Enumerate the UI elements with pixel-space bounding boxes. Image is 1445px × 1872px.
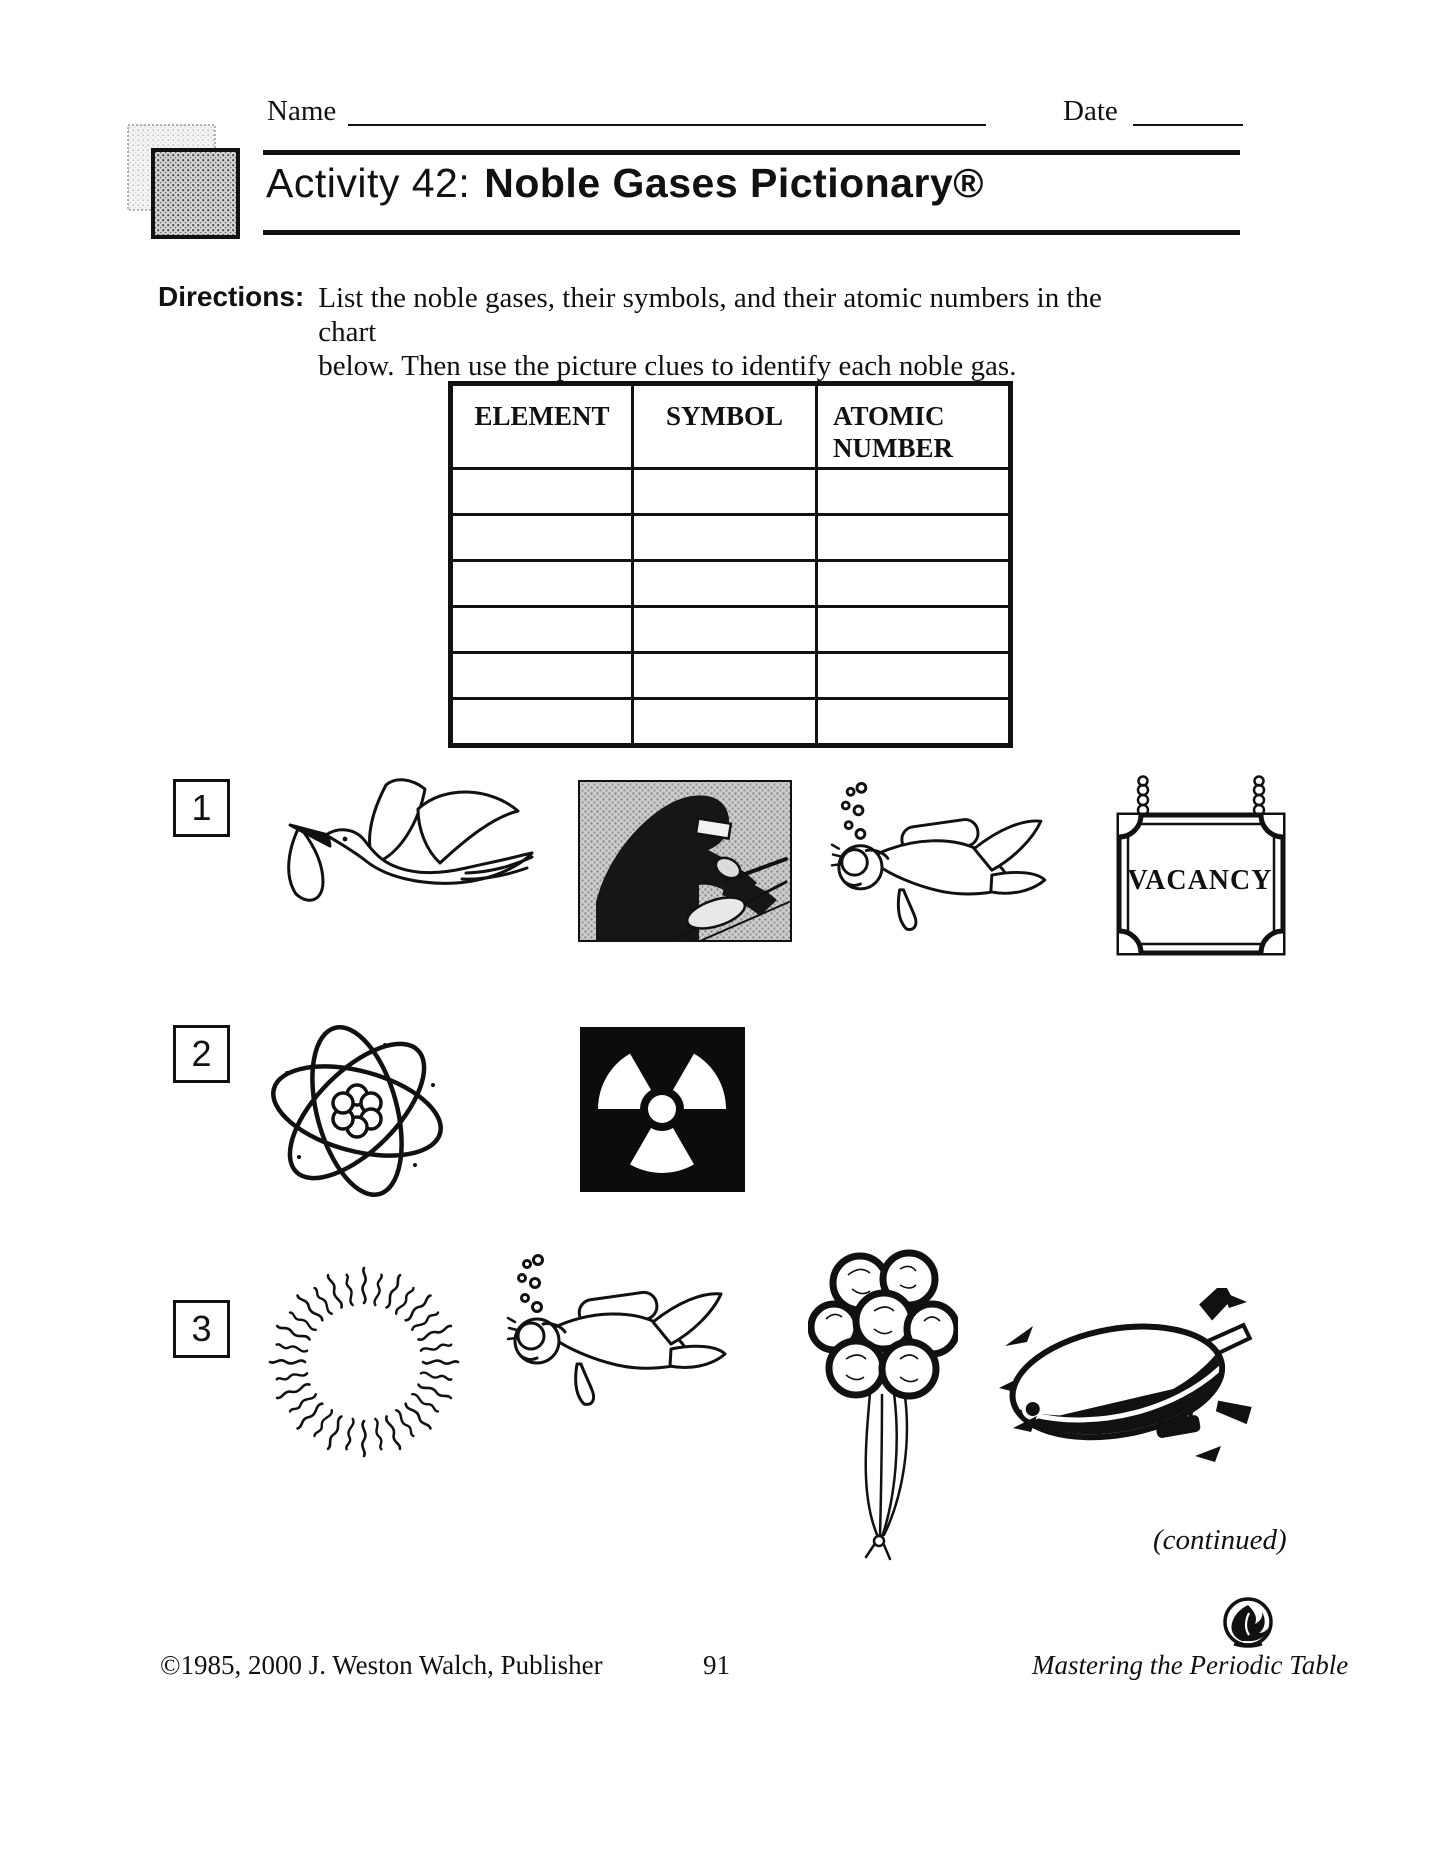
table-cell	[633, 469, 817, 515]
table-row	[451, 653, 1011, 699]
table-cell	[817, 607, 1011, 653]
activity-title: Noble Gases Pictionary®	[484, 160, 984, 206]
table-cell	[817, 469, 1011, 515]
clue-number: 2	[191, 1033, 212, 1074]
table-cell	[633, 653, 817, 699]
table-header-row	[451, 384, 1011, 469]
table-row	[451, 469, 1011, 515]
clue-number: 1	[191, 787, 212, 828]
stork-icon	[268, 773, 538, 925]
publisher-flame-logo-icon	[1219, 1597, 1277, 1651]
table-cell	[817, 561, 1011, 607]
table-row	[451, 515, 1011, 561]
directions-text: List the noble gases, their symbols, and their atomic numbers in the chart below. Then use the picture clues to identify each noble gas.	[318, 282, 1102, 382]
directions-label: Directions:	[158, 281, 305, 312]
clue-number-box-3	[173, 1300, 230, 1358]
overlapping-squares-icon	[127, 124, 242, 241]
balloons-icon	[808, 1241, 958, 1563]
table-row	[451, 561, 1011, 607]
table-cell	[817, 699, 1011, 746]
scuba-diver-icon	[491, 1252, 731, 1407]
clue-number-box-2	[173, 1025, 230, 1083]
header-rule-top	[263, 150, 1240, 155]
header-rule-bottom	[263, 230, 1240, 235]
directions	[158, 281, 1108, 383]
table-cell	[633, 515, 817, 561]
page-title	[266, 160, 984, 207]
atom-icon	[265, 1025, 449, 1197]
blimp-icon	[999, 1288, 1257, 1470]
radiation-icon	[580, 1027, 745, 1192]
table-cell	[451, 469, 633, 515]
clue-number-box-1	[173, 779, 230, 837]
column-header-symbol: SYMBOL	[633, 384, 817, 469]
continued-note: (continued)	[1153, 1524, 1287, 1556]
table-cell	[817, 515, 1011, 561]
footer-page-number: 91	[703, 1650, 730, 1680]
activity-number-label: Activity 42:	[266, 160, 471, 206]
name-label: Name	[267, 95, 337, 127]
date-line	[1133, 98, 1243, 126]
table-cell	[451, 699, 633, 746]
sun-icon	[259, 1256, 469, 1468]
table-cell	[451, 653, 633, 699]
column-header-atomic-number: ATOMIC NUMBER	[817, 384, 1011, 469]
table-cell	[451, 515, 633, 561]
vacancy-sign	[1110, 773, 1292, 959]
table-cell	[817, 653, 1011, 699]
clue-number: 3	[191, 1308, 212, 1349]
table-row	[451, 607, 1011, 653]
footer-copyright: ©1985, 2000 J. Weston Walch, Publisher	[160, 1650, 603, 1680]
table-cell	[633, 699, 817, 746]
column-header-element: ELEMENT	[451, 384, 633, 469]
name-line	[348, 98, 986, 126]
scuba-diver-icon	[815, 780, 1051, 932]
table-cell	[633, 607, 817, 653]
noble-gases-chart	[448, 381, 1013, 748]
table-cell	[451, 561, 633, 607]
table-cell	[633, 561, 817, 607]
date-label: Date	[1063, 95, 1118, 127]
table-cell	[451, 607, 633, 653]
welder-image	[578, 780, 792, 942]
table-row	[451, 699, 1011, 746]
footer-book-title: Mastering the Periodic Table	[1032, 1650, 1349, 1680]
vacancy-sign-label: VACANCY	[1127, 865, 1273, 896]
